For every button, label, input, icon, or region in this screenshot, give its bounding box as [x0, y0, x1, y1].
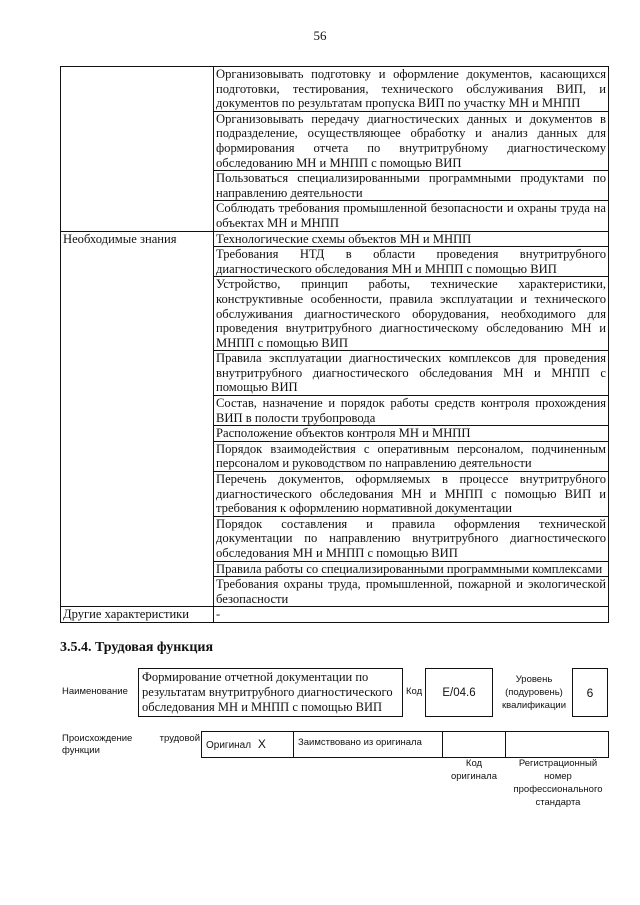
row-text: Состав, назначение и порядок работы средств контроля прохождения ВИП в полости трубопровода [214, 396, 609, 426]
row-text: Правила эксплуатации диагностических комплексов для проведения внутритрубного диагностического обследования МН и МНПП с помощью ВИП [214, 351, 609, 396]
original-mark: X [257, 737, 266, 751]
row-text: Перечень документов, оформляемых в процессе внутритрубного диагностического обследования МН и МНПП с помощью ВИП и требования к оформлению нормативной документации [214, 472, 609, 517]
section-heading: 3.5.4. Трудовая функция [60, 640, 214, 655]
level-box [572, 668, 608, 717]
reg-number-label: Регистрационный номер профессионального стандарта [513, 758, 603, 808]
table-row [61, 231, 609, 247]
reg-number-cell [505, 731, 609, 758]
borrowed-cell [293, 731, 443, 758]
code-value: E/04.6 [442, 686, 476, 699]
row-text: Требования охраны труда, промышленной, пожарной и экологической безопасности [214, 577, 609, 607]
row-text: Расположение объектов контроля МН и МНПП [214, 426, 609, 442]
function-name: Формирование отчетной документации по результатам внутритрубного диагностического обследования МН и МНПП с помощью ВИП [142, 670, 393, 714]
level-label: Уровень (подуровень) квалификации [501, 674, 567, 711]
original-code-cell [442, 731, 506, 758]
name-label: Наименование [62, 686, 128, 697]
row-label: Необходимые знания [61, 231, 214, 607]
code-box [425, 668, 493, 717]
table-row [61, 607, 609, 623]
page-number: 56 [313, 28, 327, 43]
row-text: Устройство, принцип работы, технические характеристики, конструктивные особенности, правила эксплуатации и технического обслуживания диагностического оборудования, необходимого для проведения внутритрубного диагностическому обследованию МН и МНПП с помощью ВИП [214, 277, 609, 351]
original-code-label: Код оригинала [450, 758, 497, 782]
row-text: - [214, 607, 609, 623]
level-value: 6 [586, 685, 594, 700]
row-text: Соблюдать требования промышленной безопасности и охраны труда на объектах МН и МНПП [214, 201, 609, 231]
original-cell [201, 731, 294, 758]
row-text: Требования НТД в области проведения внутритрубного диагностического обследования МН и МНПП с помощью ВИП [214, 247, 609, 277]
borrowed-label: Заимствовано из оригинала [298, 737, 422, 748]
row-label [61, 67, 214, 232]
original-label: Оригинал [206, 740, 252, 751]
origin-label [62, 733, 200, 757]
code-label: Код [406, 686, 423, 697]
row-text: Пользоваться специализированными программными продуктами по направлению деятельности [214, 171, 609, 201]
row-text: Порядок взаимодействия с оперативным персоналом, подчиненным персоналом и руководством по направлению деятельности [214, 441, 609, 471]
row-text: Правила работы со специализированными программными комплексами [214, 561, 609, 577]
row-text: Организовывать подготовку и оформление документов, касающихся подготовки, тестирования, технического обслуживания ВИП, и документов по результатам пропуска ВИП по участку МН и МНПП [214, 67, 609, 112]
table-row [61, 67, 609, 112]
row-label: Другие характеристики [61, 607, 214, 623]
row-text: Организовывать передачу диагностических данных и документов в подразделение, осуществляющее обработку и анализ данных для формирования отчета по внутритрубному диагностическому обследованию МН и МНПП с помощью ВИП [214, 111, 609, 170]
row-text: Порядок составления и правила оформления технической документации по направлению внутритрубного диагностического обследования МН и МНПП с помощью ВИП [214, 516, 609, 561]
requirements-table [60, 66, 609, 623]
row-text: Технологические схемы объектов МН и МНПП [214, 231, 609, 247]
origin-label-text: Происхождение трудовой функции [62, 733, 200, 756]
function-name-box [138, 668, 403, 717]
